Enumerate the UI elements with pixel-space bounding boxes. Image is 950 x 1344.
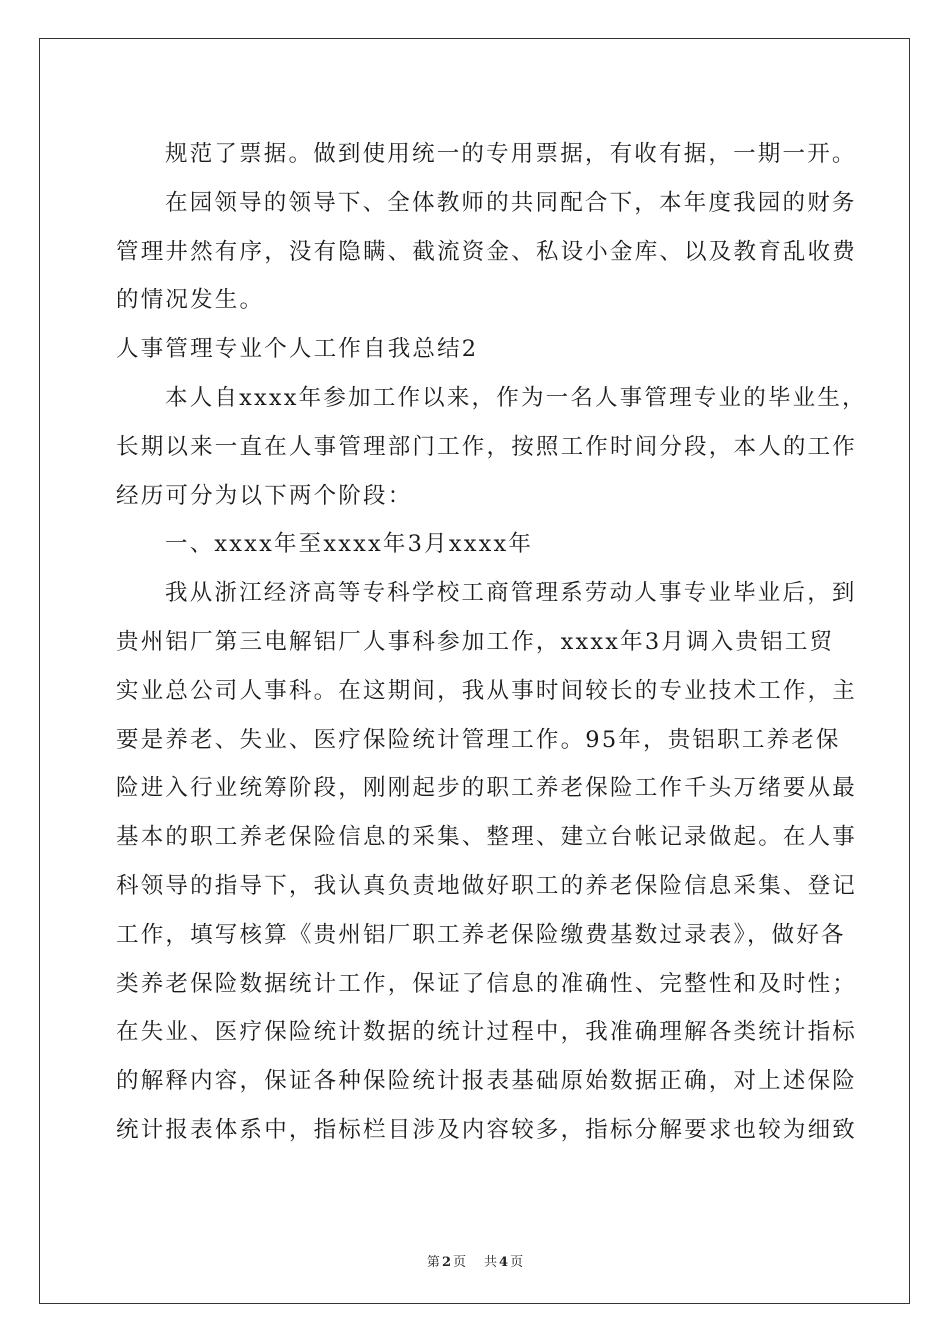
document-body xyxy=(116,130,867,1155)
paragraph-line: 的解释内容，保证各种保险统计报表基础原始数据正确，对上述保险 xyxy=(116,1068,858,1095)
page-footer xyxy=(0,1251,950,1270)
paragraph-line: 规范了票据。做到使用统一的专用票据，有收有据，一期一开。 xyxy=(165,141,857,167)
paragraph-line: 基本的职工养老保险信息的采集、整理、建立台帐记录做起。在人事 xyxy=(116,824,858,851)
paragraph-line: 在园领导的领导下、全体教师的共同配合下，本年度我园的财务 xyxy=(165,189,857,216)
paragraph-line: 管理井然有序，没有隐瞒、截流资金、私设小金库、以及教育乱收费 xyxy=(116,238,858,265)
paragraph-line: 经历可分为以下两个阶段： xyxy=(116,482,413,509)
page-number-suffix: 页 xyxy=(452,1255,466,1270)
paragraph-line: 险进入行业统筹阶段，刚刚起步的职工养老保险工作千头万绪要从最 xyxy=(116,775,858,802)
paragraph-line: 科领导的指导下，我认真负责地做好职工的养老保险信息采集、登记 xyxy=(116,872,858,899)
section-heading: 人事管理专业个人工作自我总结2 xyxy=(116,336,479,363)
paragraph-line: 统计报表体系中，指标栏目涉及内容较多，指标分解要求也较为细致 xyxy=(116,1116,858,1143)
total-page-count: 4 xyxy=(499,1255,509,1270)
page-number-prefix: 第 xyxy=(426,1255,440,1270)
total-pages-prefix: 共 xyxy=(484,1255,498,1270)
paragraph-line: 贵州铝厂第三电解铝厂人事科参加工作，xxxx年3月调入贵铝工贸 xyxy=(116,628,835,655)
paragraph-line: 的情况发生。 xyxy=(116,287,265,314)
paragraph-line: 在失业、医疗保险统计数据的统计过程中，我准确理解各类统计指标 xyxy=(116,1019,858,1046)
total-pages-suffix: 页 xyxy=(510,1255,524,1270)
paragraph-line: 本人自xxxx年参加工作以来，作为一名人事管理专业的毕业生， xyxy=(165,384,867,411)
paragraph-line: 我从浙江经济高等专科学校工商管理系劳动人事专业毕业后，到 xyxy=(165,580,857,607)
paragraph-line: 类养老保险数据统计工作，保证了信息的准确性、完整性和及时性； xyxy=(116,970,858,997)
paragraph-line: 长期以来一直在人事管理部门工作，按照工作时间分段，本人的工作 xyxy=(116,433,858,460)
paragraph-line: 工作，填写核算《贵州铝厂职工养老保险缴费基数过录表》，做好各 xyxy=(116,921,846,948)
current-page-number: 2 xyxy=(441,1255,451,1270)
paragraph-line: 要是养老、失业、医疗保险统计管理工作。95年，贵铝职工养老保 xyxy=(116,726,841,753)
paragraph-line: 实业总公司人事科。在这期间，我从事时间较长的专业技术工作，主 xyxy=(116,677,858,704)
subsection-heading: 一、xxxx年至xxxx年3月xxxx年 xyxy=(165,531,534,558)
